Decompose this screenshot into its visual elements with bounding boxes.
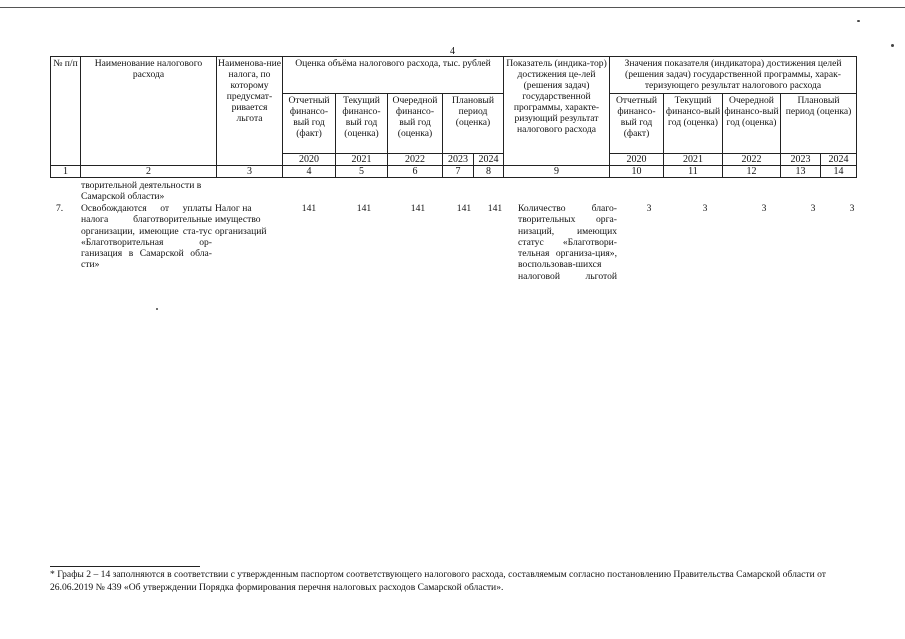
year-cell: 2021: [664, 154, 723, 166]
estimate-2023: 141: [456, 203, 472, 214]
year-cell: 2020: [283, 154, 336, 166]
column-number: 2: [81, 166, 217, 178]
sub-next-year: Очередной финансо-вый год (оценка): [388, 94, 443, 154]
sub-reporting-year: Отчетный финансо-вый год (факт): [283, 94, 336, 154]
year-cell: 2024: [821, 154, 857, 166]
sub-current-year: Текущий финансо-вый год (оценка): [336, 94, 388, 154]
year-cell: 2020: [610, 154, 664, 166]
year-cell: 2023: [781, 154, 821, 166]
column-number: 13: [781, 166, 821, 178]
column-number: 10: [610, 166, 664, 178]
header-indicator: Показатель (индика-тор) достижения це-лей (решения задач) государственной программы, характе-ризующий результат налогового расхода: [504, 57, 610, 166]
year-cell: 2022: [388, 154, 443, 166]
column-number: 12: [723, 166, 781, 178]
row-number: 7.: [56, 203, 64, 214]
estimate-2024: 141: [487, 203, 503, 214]
sub-reporting-year-b: Отчетный финансо-вый год (факт): [610, 94, 664, 154]
indicator-value-2024: 3: [849, 203, 855, 214]
header-name: Наименование налогового расхода: [81, 57, 217, 166]
sub-next-year-b: Очередной финансо-вый год (оценка): [723, 94, 781, 154]
header-estimate: Оценка объёма налогового расхода, тыс. рублей: [283, 57, 504, 94]
page-number: 4: [450, 46, 455, 57]
sub-current-year-b: Текущий финансо-вый год (оценка): [664, 94, 723, 154]
column-number: 7: [443, 166, 474, 178]
year-cell: 2024: [474, 154, 504, 166]
indicator-value-2022: 3: [761, 203, 767, 214]
header-tax: Наименова-ние налога, по которому предусмат-ривается льгота: [217, 57, 283, 166]
row-name: Освобождаются от уплаты налога благотворительные организации, имеющие ста-тус «Благотворительная ор-ганизация в Самарской обла-сти»: [81, 203, 212, 271]
row-indicator: Количество благо-творительных орга-низаций, имеющих статус «Благотвори-тельная организа-ция», воспользовав-шихся налоговой льготой: [518, 203, 617, 282]
column-number: 5: [336, 166, 388, 178]
sub-planned-period: Плановый период (оценка): [443, 94, 504, 154]
column-number: 1: [51, 166, 81, 178]
indicator-value-2020: 3: [646, 203, 652, 214]
column-number: 9: [504, 166, 610, 178]
header-no: № п/п: [51, 57, 81, 166]
continued-text: творительной деятельности в Самарской области»: [81, 180, 202, 203]
column-number: 3: [217, 166, 283, 178]
column-number: 4: [283, 166, 336, 178]
row-tax-name: Налог на имущество организаций: [215, 203, 267, 237]
column-number: 11: [664, 166, 723, 178]
year-cell: 2023: [443, 154, 474, 166]
header-values: Значения показателя (индикатора) достижения целей (решения задач) государственной программы, харак-теризующего результат налогового расхода: [610, 57, 857, 94]
footnote-separator: [50, 566, 200, 567]
scan-speck: [891, 44, 894, 47]
column-number: 14: [821, 166, 857, 178]
indicator-value-2023: 3: [810, 203, 816, 214]
year-cell: 2021: [336, 154, 388, 166]
year-cell: 2022: [723, 154, 781, 166]
scan-top-border: [0, 7, 905, 8]
estimate-2022: 141: [410, 203, 426, 214]
estimate-2021: 141: [356, 203, 372, 214]
estimate-2020: 141: [301, 203, 317, 214]
indicator-value-2021: 3: [702, 203, 708, 214]
scan-speck: [857, 20, 860, 22]
column-number: 6: [388, 166, 443, 178]
tax-expense-table: [50, 56, 857, 178]
footnote: * Графы 2 – 14 заполняются в соответствии с утвержденным паспортом соответствующего налогового расхода, составляемым согласно постановлению Правительства Самарской области от 26.06.2019 № 439 «Об утверждении Порядка формирования перечня налоговых расходов Самарской области».: [50, 569, 826, 593]
scan-speck: [156, 308, 158, 310]
column-number: 8: [474, 166, 504, 178]
sub-planned-period-b: Плановый период (оценка): [781, 94, 857, 154]
